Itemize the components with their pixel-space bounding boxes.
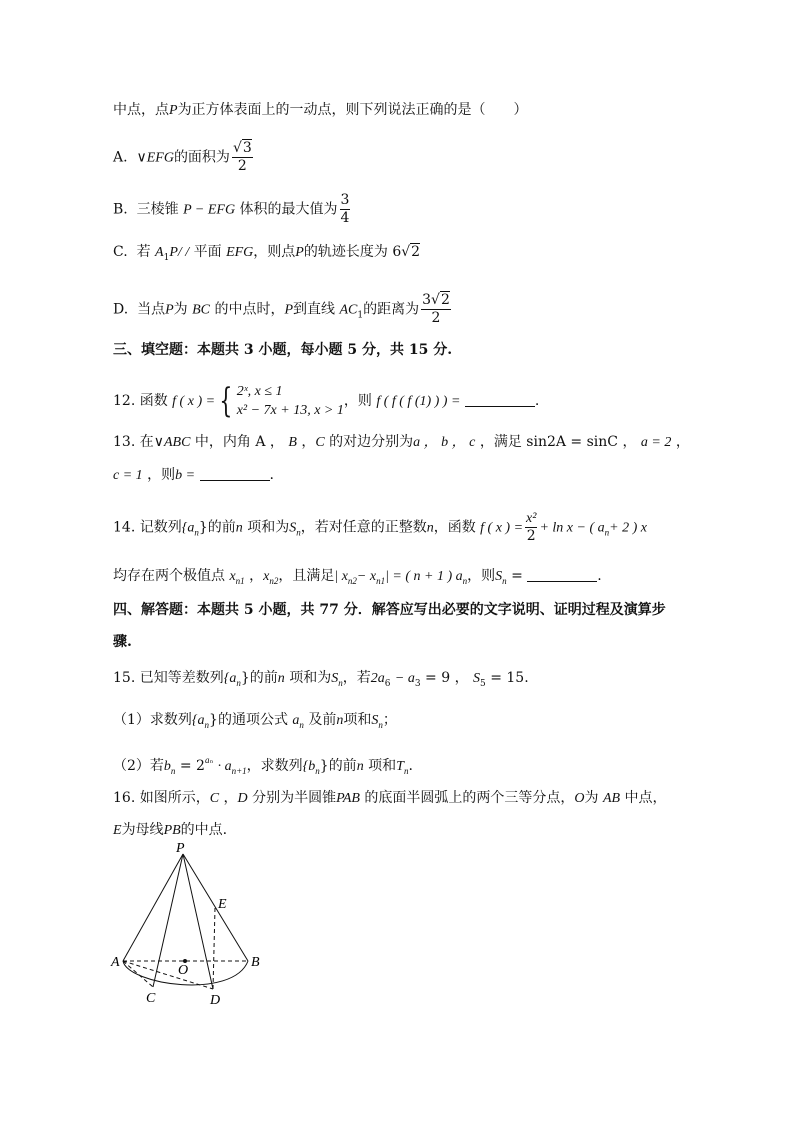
q16-line2: E为母线PB的中点.: [113, 822, 228, 838]
answer-blank: [465, 392, 535, 407]
label-C: C: [146, 991, 156, 1006]
label-P: P: [176, 841, 185, 856]
q14-line1: 14. 记数列$\{a_n\}$的前n 项和为$S_n$，若对任意的正整数n，函数 f ( x ) = $\frac{\text{x²}}{2}$ + ln x − ( $a_n+ 2$ ) x: [113, 511, 647, 544]
q15-part1: （1）求数列$\{a_n\}$的通项公式 $a_n$ 及前n项和$S_n$；: [113, 712, 397, 730]
label-O: O: [178, 963, 189, 978]
half-cone-figure: [108, 840, 278, 1015]
label-A: A: [111, 955, 120, 970]
fraction-d: $\frac{3√2}{2}$: [422, 292, 450, 326]
dashed-ED: [213, 908, 215, 989]
section-4-heading-cont: 骤.: [113, 634, 132, 650]
fraction-x2-over-2: $\frac{\text{x²}}{2}$: [526, 511, 537, 544]
edge-PB: [183, 854, 248, 961]
q15-stem: 15. 已知等差数列$\{a_n\}$的前n 项和为$S_n$，若$2a_6 - a_3 = 9$ ， $S_5 = 15$.: [113, 670, 529, 689]
q11-option-a: A. ∨EFG的面积为 $\frac{√3}{2}$: [113, 140, 252, 174]
label-E: E: [218, 897, 227, 912]
label-D: D: [210, 993, 221, 1008]
q13-line2: c = 1 ，则b = .: [113, 467, 274, 483]
edge-PA: [123, 854, 183, 961]
piecewise-cases: 2ˣ, x ≤ 1 x² − 7x + 13, x > 1: [236, 384, 344, 418]
q16-line1: 16. 如图所示，C ，D 分别为半圆锥PAB 的底面半圆弧上的两个三等分点，O为 AB 中点，: [113, 790, 667, 806]
section-4-heading: 四、解答题：本题共 5 小题，共 77 分．解答应写出必要的文字说明、证明过程及演算步: [113, 602, 666, 618]
q11-option-d: D. 当点P为 BC 的中点时，P到直线 $AC_1$的距离为 $\frac{3√2}{2}$: [113, 292, 450, 326]
section-3-heading: 三、填空题：本题共 3 小题，每小题 5 分，共 15 分.: [113, 342, 453, 358]
answer-blank: [200, 466, 270, 481]
q11-option-c: C. 若 $A_1P/$ / 平面 EFG，则点P的轨迹长度为 6√2: [113, 244, 421, 263]
q13-line1: 13. 在∨ABC 中，内角 A ， B ，C 的对边分别为a ， b ， c ，满足 sin2A = sinC ， a = 2 ，: [113, 434, 690, 450]
fraction-a: $\frac{√3}{2}$: [232, 140, 252, 174]
dashed-AC: [123, 961, 153, 987]
q12: 12. 函数 f ( x ) = { 2ˣ, x ≤ 1 x² − 7x + 13, x > 1 ，则 f ( f ( f (1) ) ) = .: [113, 381, 540, 421]
label-B: B: [251, 955, 260, 970]
q15-part2: （2）若$b_n = 2^{a_n} \cdot a_{n+1}$，求数列$\{b_n\}$的前n 项和$T_n$.: [113, 755, 413, 776]
answer-blank: [527, 567, 597, 582]
q14-line2: 均存在两个极值点 $x_{n1}$ ，$x_{n2}$，且满足| $x_{n2}- x_{n1}|$ = ( n + 1 ) $a_n$，则$S_n$ = .: [113, 568, 602, 586]
dashed-AD: [123, 961, 213, 989]
q11-option-b: B. 三棱锥 P − EFG 体积的最大值为 $\frac{3}{4}$: [113, 192, 350, 226]
fraction-b: $\frac{3}{4}$: [340, 192, 350, 226]
q11-stem: 中点，点P为正方体表面上的一动点，则下列说法正确的是（ ）: [113, 102, 528, 118]
